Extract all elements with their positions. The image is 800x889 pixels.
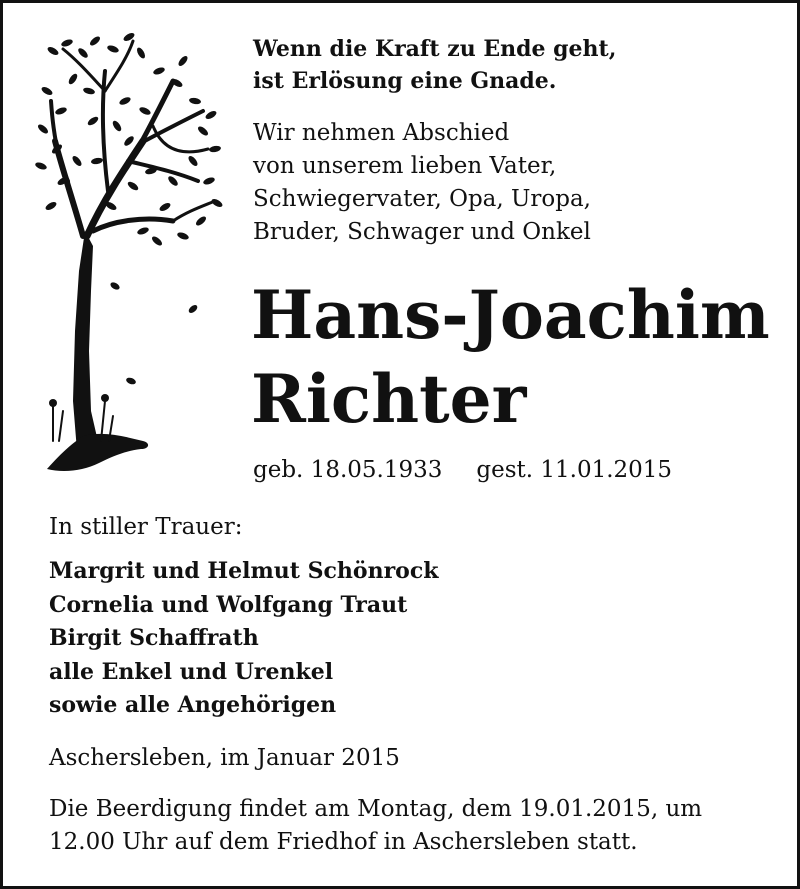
burial-line: 12.00 Uhr auf dem Friedhof in Aschersleben statt. (49, 828, 638, 855)
intro-line: von unserem lieben Vater, (253, 153, 557, 179)
last-name: Richter (251, 360, 527, 438)
family-member: alle Enkel und Urenkel (49, 658, 334, 685)
birth-date: geb. 18.05.1933 (253, 457, 443, 483)
tree-illustration-icon (33, 31, 223, 476)
family-member: Cornelia und Wolfgang Traut (49, 591, 408, 618)
deceased-name (251, 273, 770, 441)
header-text-block (253, 33, 783, 249)
intro-line: Wir nehmen Abschied (253, 120, 510, 146)
death-date: gest. 11.01.2015 (476, 457, 673, 483)
farewell-intro (253, 117, 783, 249)
motto (253, 33, 783, 97)
burial-notice (49, 793, 769, 859)
intro-line: Schwiegervater, Opa, Uropa, (253, 186, 591, 212)
mourning-label: In stiller Trauer: (49, 514, 243, 540)
family-list (49, 555, 769, 723)
family-member: Margrit und Helmut Schönrock (49, 558, 439, 584)
mourners-section (49, 511, 769, 859)
family-member: Birgit Schaffrath (49, 625, 259, 651)
life-dates (253, 455, 672, 485)
burial-line: Die Beerdigung findet am Montag, dem 19.01.2015, um (49, 795, 703, 822)
motto-line: Wenn die Kraft zu Ende geht, (253, 36, 617, 62)
family-member: sowie alle Angehörigen (49, 692, 337, 718)
motto-line: ist Erlösung eine Gnade. (253, 68, 557, 94)
first-name: Hans-Joachim (251, 276, 770, 354)
place-and-date: Aschersleben, im Januar 2015 (49, 744, 400, 771)
intro-line: Bruder, Schwager und Onkel (253, 219, 591, 245)
